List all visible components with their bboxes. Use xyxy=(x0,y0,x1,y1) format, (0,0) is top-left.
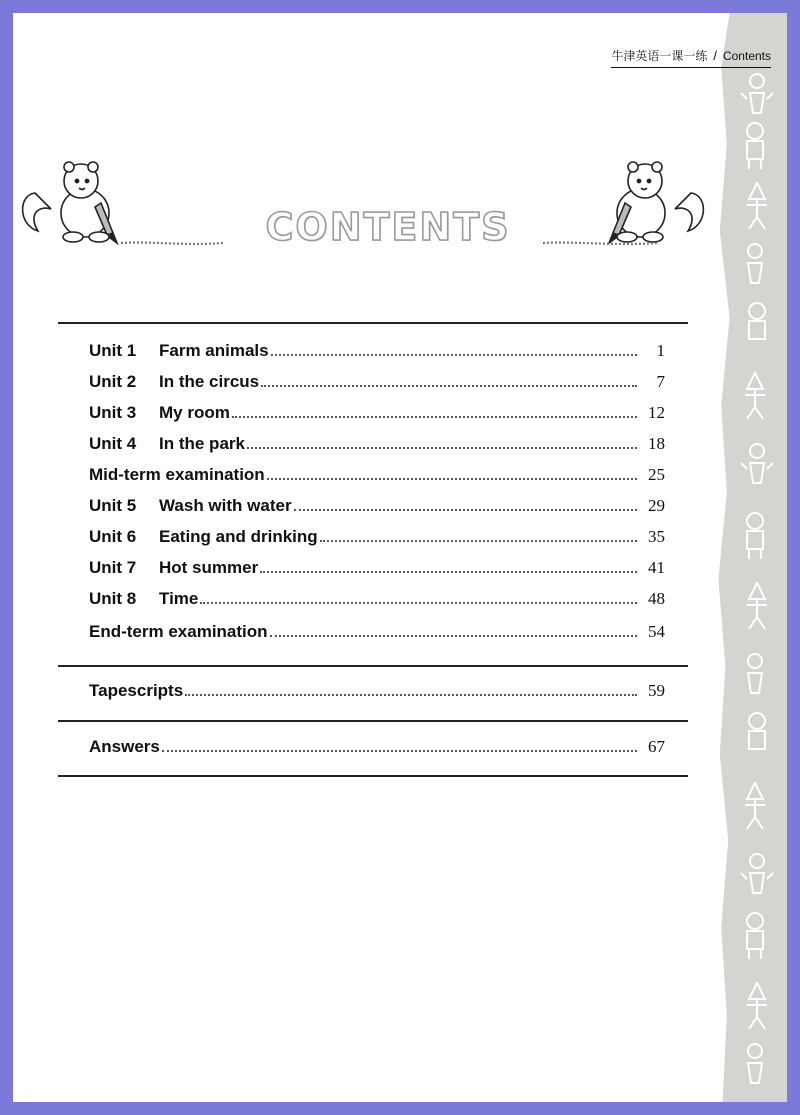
dot-leader xyxy=(185,694,637,696)
toc-entry[interactable] xyxy=(89,556,665,578)
toc-entry-number: Unit 3 xyxy=(89,403,137,422)
toc-entry-page: 29 xyxy=(648,496,665,515)
toc-entry-page: 59 xyxy=(648,681,665,700)
toc-entry[interactable] xyxy=(89,587,665,609)
dot-leader xyxy=(294,509,637,511)
decorative-side-strip xyxy=(717,13,787,1102)
toc-entry-page: 41 xyxy=(648,558,665,577)
dot-leader xyxy=(267,478,637,480)
toc-entry-page: 25 xyxy=(648,465,665,484)
divider-bottom xyxy=(58,775,688,777)
toc-entry-page: 7 xyxy=(656,372,665,391)
header-section: Contents xyxy=(722,49,771,63)
header-book-title: 牛津英语一课一练 xyxy=(611,49,708,63)
toc-entry-title: My room xyxy=(159,403,230,422)
toc-entry-number: Unit 2 xyxy=(89,372,137,391)
toc-entry-page: 54 xyxy=(648,622,665,641)
squirrel-left-icon xyxy=(23,162,117,243)
toc-entry-title: Mid-term examination xyxy=(89,465,265,484)
toc-entry-number: Unit 7 xyxy=(89,558,137,577)
toc-entry-number: Unit 5 xyxy=(89,496,137,515)
pencil-scribble-icon xyxy=(121,243,223,244)
toc-entry-page: 1 xyxy=(656,341,665,360)
toc-entry-title: Time xyxy=(159,589,199,608)
toc-entry-page: 48 xyxy=(648,589,665,608)
toc-entry[interactable] xyxy=(89,401,665,423)
toc-entry[interactable] xyxy=(89,339,665,361)
toc-entry-title: In the circus xyxy=(159,372,260,391)
toc-entry-title: Tapescripts xyxy=(89,681,184,700)
dot-leader xyxy=(232,416,637,418)
toc-entry[interactable] xyxy=(89,620,665,642)
toc-entry-title: Wash with water xyxy=(159,496,292,515)
toc-entry-number: Unit 8 xyxy=(89,589,137,608)
dot-leader xyxy=(260,571,637,573)
toc-entry-title: Hot summer xyxy=(159,558,259,577)
dot-leader xyxy=(200,602,637,604)
stick-figure-icon xyxy=(717,13,787,1102)
running-header xyxy=(611,47,771,68)
pencil-scribble-icon xyxy=(543,243,658,244)
toc-entry-page: 35 xyxy=(648,527,665,546)
toc-entry-title: In the park xyxy=(159,434,245,453)
toc-entry-title: Eating and drinking xyxy=(159,527,318,546)
divider-lower xyxy=(58,720,688,722)
toc-entry-title: Answers xyxy=(89,737,160,756)
toc-entry[interactable] xyxy=(89,463,665,485)
toc-entry-page: 18 xyxy=(648,434,665,453)
toc-entry-number: Unit 6 xyxy=(89,527,137,546)
divider-top xyxy=(58,322,688,324)
toc-entry-page: 12 xyxy=(648,403,665,422)
header-separator: / xyxy=(713,48,717,63)
page-sheet xyxy=(13,13,787,1102)
toc-entry[interactable] xyxy=(89,494,665,516)
toc-entry-number: Unit 4 xyxy=(89,434,137,453)
toc-entry-answers[interactable] xyxy=(89,735,665,757)
toc-entry[interactable] xyxy=(89,525,665,547)
toc-entry-page: 67 xyxy=(648,737,665,756)
toc-entry[interactable] xyxy=(89,432,665,454)
squirrel-right-icon xyxy=(609,162,703,243)
toc-entry-title: Farm animals xyxy=(159,341,269,360)
dot-leader xyxy=(270,635,637,637)
dot-leader xyxy=(271,354,637,356)
dot-leader xyxy=(247,447,637,449)
toc-entry-number: Unit 1 xyxy=(89,341,137,360)
dot-leader xyxy=(320,540,637,542)
toc-entry-tapescripts[interactable] xyxy=(89,679,665,701)
contents-title: CONTENTS xyxy=(265,205,511,249)
dot-leader xyxy=(162,750,637,752)
toc-entry[interactable] xyxy=(89,370,665,392)
toc-entry-title: End-term examination xyxy=(89,622,268,641)
divider-middle xyxy=(58,665,688,667)
dot-leader xyxy=(261,385,637,387)
